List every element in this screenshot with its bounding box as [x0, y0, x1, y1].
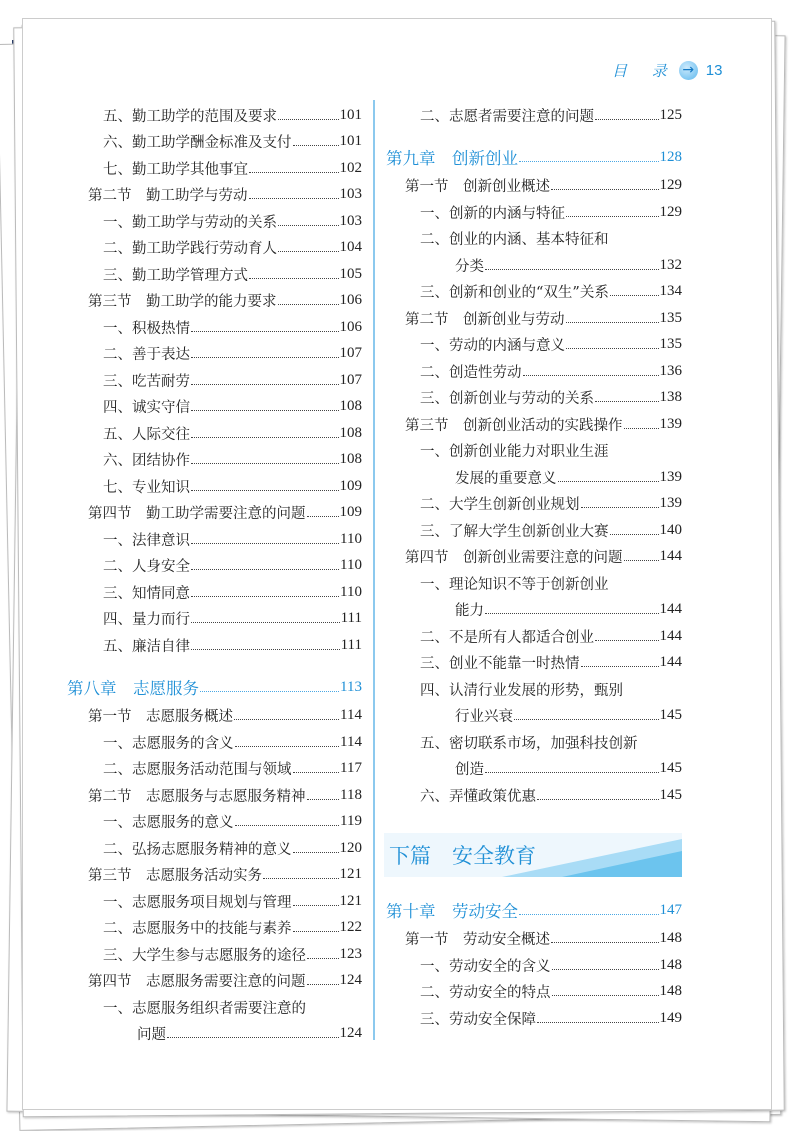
page-number: 13 — [705, 62, 723, 79]
toc-entry[interactable] — [0, 597, 682, 624]
entry-page-number: 102 — [339, 159, 362, 176]
dot-leader — [610, 534, 659, 535]
dot-leader — [595, 640, 659, 641]
entry-title: 七、专业知识 — [103, 479, 190, 496]
page-header — [612, 60, 722, 81]
entry-page-number: 120 — [339, 839, 362, 856]
entry-page-number: 109 — [339, 504, 362, 521]
entry-page-number: 144 — [659, 654, 682, 671]
entry-title: 二、志愿服务中的技能与素养 — [103, 921, 292, 938]
entry-page-number: 148 — [659, 956, 682, 973]
toc-chapter[interactable] — [0, 897, 682, 924]
entry-page-number: 121 — [339, 866, 362, 883]
entry-title: 四、量力而行 — [103, 612, 190, 629]
entry-title: 分类 — [455, 258, 484, 275]
entry-page-number: 135 — [659, 336, 682, 353]
entry-title: 二、勤工助学践行劳动育人 — [103, 241, 277, 258]
entry-page-number: 123 — [339, 945, 362, 962]
entry-title: 五、人际交往 — [103, 426, 190, 443]
entry-title: 第一节 创新创业概述 — [405, 179, 550, 196]
dot-leader — [519, 914, 659, 915]
entry-title: 一、劳动安全的含义 — [420, 958, 551, 975]
toc-entry[interactable] — [0, 385, 682, 412]
toc-section[interactable] — [0, 544, 682, 571]
toc-entry[interactable] — [0, 464, 682, 491]
dot-leader — [485, 269, 659, 270]
entry-title: 第三节 志愿服务活动实务 — [88, 868, 262, 885]
entry-page-number: 111 — [340, 636, 362, 653]
arrow-right-icon: → — [679, 61, 698, 80]
entry-page-number: 105 — [339, 265, 362, 282]
toc-entry[interactable] — [0, 703, 682, 730]
toc-entry[interactable] — [0, 623, 682, 650]
dot-leader — [595, 401, 659, 402]
entry-page-number: 144 — [659, 601, 682, 618]
entry-title: 三、吃苦耐劳 — [103, 373, 190, 390]
entry-page-number: 104 — [339, 239, 362, 256]
entry-page-number: 148 — [659, 930, 682, 947]
entry-title: 六、勤工助学酬金标准及支付 — [103, 135, 292, 152]
entry-title: 五、勤工助学的范围及要求 — [103, 108, 277, 125]
entry-page-number: 145 — [659, 760, 682, 777]
entry-page-number: 111 — [340, 610, 362, 627]
toc-section[interactable] — [0, 926, 682, 953]
entry-page-number: 124 — [339, 972, 362, 989]
toc-entry[interactable] — [0, 102, 682, 129]
entry-page-number: 132 — [659, 256, 682, 273]
entry-title: 第九章 创新创业 — [386, 149, 518, 168]
dot-leader — [514, 719, 659, 720]
entry-title: 五、廉洁自律 — [103, 638, 190, 655]
entry-page-number: 103 — [339, 212, 362, 229]
entry-title: 七、勤工助学其他事宜 — [103, 161, 248, 178]
toc-section[interactable] — [0, 305, 682, 332]
entry-page-number: 122 — [339, 919, 362, 936]
entry-title: 二、劳动安全的特点 — [420, 985, 551, 1002]
entry-page-number: 117 — [340, 760, 362, 777]
dot-leader — [485, 772, 659, 773]
entry-title: 一、志愿服务组织者需要注意的 — [103, 1000, 306, 1017]
entry-page-number: 138 — [659, 389, 682, 406]
entry-page-number: 129 — [659, 203, 682, 220]
entry-page-number: 107 — [339, 371, 362, 388]
toc-entry[interactable] — [0, 252, 682, 279]
entry-title: 三、创新和创业的“双生”关系 — [420, 285, 609, 302]
toc-chapter[interactable] — [0, 144, 682, 171]
toc-entry[interactable] — [0, 226, 682, 253]
entry-title: 三、了解大学生创新创业大赛 — [420, 523, 609, 540]
toc-entry[interactable] — [0, 517, 682, 544]
entry-page-number: 114 — [340, 733, 362, 750]
entry-title: 一、创新创业能力对职业生涯 — [420, 444, 609, 461]
entry-page-number: 118 — [340, 786, 362, 803]
entry-title: 四、诚实守信 — [103, 400, 190, 417]
entry-title: 六、弄懂政策优惠 — [420, 788, 536, 805]
entry-title: 二、善于表达 — [103, 347, 190, 364]
toc-section[interactable] — [0, 173, 682, 200]
entry-page-number: 147 — [659, 901, 682, 918]
toc-entry[interactable] — [0, 491, 682, 518]
entry-title: 五、密切联系市场，加强科技创新 — [420, 735, 638, 752]
entry-title: 二、志愿者需要注意的问题 — [420, 108, 594, 125]
toc-entry[interactable] — [0, 358, 682, 385]
dot-leader — [610, 295, 659, 296]
entry-page-number: 109 — [339, 477, 362, 494]
dot-leader — [523, 375, 659, 376]
entry-page-number: 140 — [659, 521, 682, 538]
entry-page-number: 135 — [659, 309, 682, 326]
dot-leader — [566, 348, 659, 349]
toc-entry[interactable] — [0, 279, 682, 306]
entry-title: 一、法律意识 — [103, 532, 190, 549]
entry-title: 第三节 勤工助学的能力要求 — [88, 294, 277, 311]
toc-entry[interactable] — [0, 1005, 682, 1032]
entry-page-number: 108 — [339, 451, 362, 468]
dot-leader — [566, 216, 659, 217]
entry-title: 问题 — [137, 1027, 166, 1044]
entry-page-number: 101 — [339, 133, 362, 150]
entry-page-number: 139 — [659, 495, 682, 512]
entry-title: 三、大学生参与志愿服务的途径 — [103, 947, 306, 964]
entry-page-number: 106 — [339, 292, 362, 309]
entry-title: 第二节 勤工助学与劳动 — [88, 188, 248, 205]
entry-title: 发展的重要意义 — [455, 470, 557, 487]
entry-title: 能力 — [455, 603, 484, 620]
dot-leader — [552, 995, 659, 996]
entry-title: 二、创业的内涵、基本特征和 — [420, 232, 609, 249]
toc-entry[interactable] — [0, 570, 682, 597]
dot-leader — [595, 119, 659, 120]
toc-section[interactable] — [0, 411, 682, 438]
entry-title: 一、志愿服务的含义 — [103, 735, 234, 752]
entry-title: 三、知情同意 — [103, 585, 190, 602]
entry-page-number: 119 — [340, 813, 362, 830]
entry-title: 第三节 创新创业活动的实践操作 — [405, 417, 623, 434]
dot-leader — [581, 666, 659, 667]
toc-entry[interactable] — [0, 979, 682, 1006]
entry-page-number: 145 — [659, 786, 682, 803]
entry-title: 第二节 志愿服务与志愿服务精神 — [88, 788, 306, 805]
dot-leader — [551, 189, 659, 190]
entry-title: 创造 — [455, 762, 484, 779]
toc-entry[interactable] — [0, 729, 682, 756]
toc-entry[interactable] — [0, 332, 682, 359]
entry-page-number: 121 — [339, 892, 362, 909]
entry-page-number: 139 — [659, 415, 682, 432]
entry-page-number: 128 — [659, 148, 682, 165]
dot-leader — [624, 560, 659, 561]
toc-entry[interactable] — [0, 782, 682, 809]
entry-page-number: 129 — [659, 177, 682, 194]
dot-leader — [485, 613, 659, 614]
entry-page-number: 148 — [659, 983, 682, 1000]
entry-title: 二、志愿服务活动范围与领域 — [103, 762, 292, 779]
entry-page-number: 139 — [659, 468, 682, 485]
entry-page-number: 107 — [339, 345, 362, 362]
entry-title: 行业兴衰 — [455, 709, 513, 726]
entry-title: 二、创造性劳动 — [420, 364, 522, 381]
part-banner — [384, 833, 682, 877]
entry-page-number: 106 — [339, 318, 362, 335]
entry-page-number: 113 — [340, 678, 362, 695]
toc-entry[interactable] — [0, 676, 682, 703]
entry-page-number: 110 — [340, 557, 362, 574]
entry-page-number: 144 — [659, 548, 682, 565]
entry-title: 三、创业不能靠一时热情 — [420, 656, 580, 673]
entry-page-number: 124 — [339, 1025, 362, 1042]
dot-leader — [551, 942, 659, 943]
entry-title: 第八章 志愿服务 — [67, 679, 199, 698]
entry-page-number: 103 — [339, 186, 362, 203]
dot-leader — [519, 161, 659, 162]
entry-page-number: 125 — [659, 106, 682, 123]
entry-title: 三、劳动安全保障 — [420, 1011, 536, 1028]
entry-title: 第四节 创新创业需要注意的问题 — [405, 550, 623, 567]
entry-page-number: 108 — [339, 398, 362, 415]
entry-title: 一、积极热情 — [103, 320, 190, 337]
toc-entry[interactable] — [0, 650, 682, 677]
part-title: 下篇 安全教育 — [389, 843, 536, 868]
dot-leader — [537, 1022, 659, 1023]
entry-title: 一、勤工助学与劳动的关系 — [103, 214, 277, 231]
dot-leader — [624, 428, 659, 429]
entry-page-number: 149 — [659, 1009, 682, 1026]
dot-leader — [167, 1037, 339, 1038]
dot-leader — [552, 969, 659, 970]
entry-title: 第四节 志愿服务需要注意的问题 — [88, 974, 306, 991]
entry-title: 一、志愿服务的意义 — [103, 815, 234, 832]
entry-title: 第一节 劳动安全概述 — [405, 932, 550, 949]
entry-title: 二、弘扬志愿服务精神的意义 — [103, 841, 292, 858]
entry-page-number: 134 — [659, 283, 682, 300]
entry-title: 三、勤工助学管理方式 — [103, 267, 248, 284]
entry-title: 一、理论知识不等于创新创业 — [420, 576, 609, 593]
toc-entry[interactable] — [0, 952, 682, 979]
entry-page-number: 110 — [340, 530, 362, 547]
entry-page-number: 101 — [339, 106, 362, 123]
entry-title: 第十章 劳动安全 — [386, 902, 518, 921]
entry-title: 第一节 志愿服务概述 — [88, 709, 233, 726]
entry-title: 一、创新的内涵与特征 — [420, 205, 565, 222]
section-label: 目 录 — [612, 62, 677, 80]
entry-page-number: 108 — [339, 424, 362, 441]
dot-leader — [558, 481, 659, 482]
entry-page-number: 145 — [659, 707, 682, 724]
entry-title: 二、人身安全 — [103, 559, 190, 576]
toc-entry[interactable] — [0, 438, 682, 465]
entry-title: 一、志愿服务项目规划与管理 — [103, 894, 292, 911]
dot-leader — [537, 799, 659, 800]
entry-title: 第二节 创新创业与劳动 — [405, 311, 565, 328]
entry-page-number: 110 — [340, 583, 362, 600]
toc-entry[interactable] — [0, 199, 682, 226]
entry-title: 三、创新创业与劳动的关系 — [420, 391, 594, 408]
entry-title: 四、认清行业发展的形势，甄别 — [420, 682, 623, 699]
entry-page-number: 144 — [659, 627, 682, 644]
entry-title: 一、劳动的内涵与意义 — [420, 338, 565, 355]
entry-title: 六、团结协作 — [103, 453, 190, 470]
dot-leader — [581, 507, 659, 508]
entry-page-number: 136 — [659, 362, 682, 379]
toc-entry[interactable] — [0, 756, 682, 783]
entry-page-number: 114 — [340, 707, 362, 724]
entry-title: 第四节 勤工助学需要注意的问题 — [88, 506, 306, 523]
dot-leader — [566, 322, 659, 323]
entry-title: 二、不是所有人都适合创业 — [420, 629, 594, 646]
toc-right-column — [0, 102, 682, 1032]
entry-title: 二、大学生创新创业规划 — [420, 497, 580, 514]
